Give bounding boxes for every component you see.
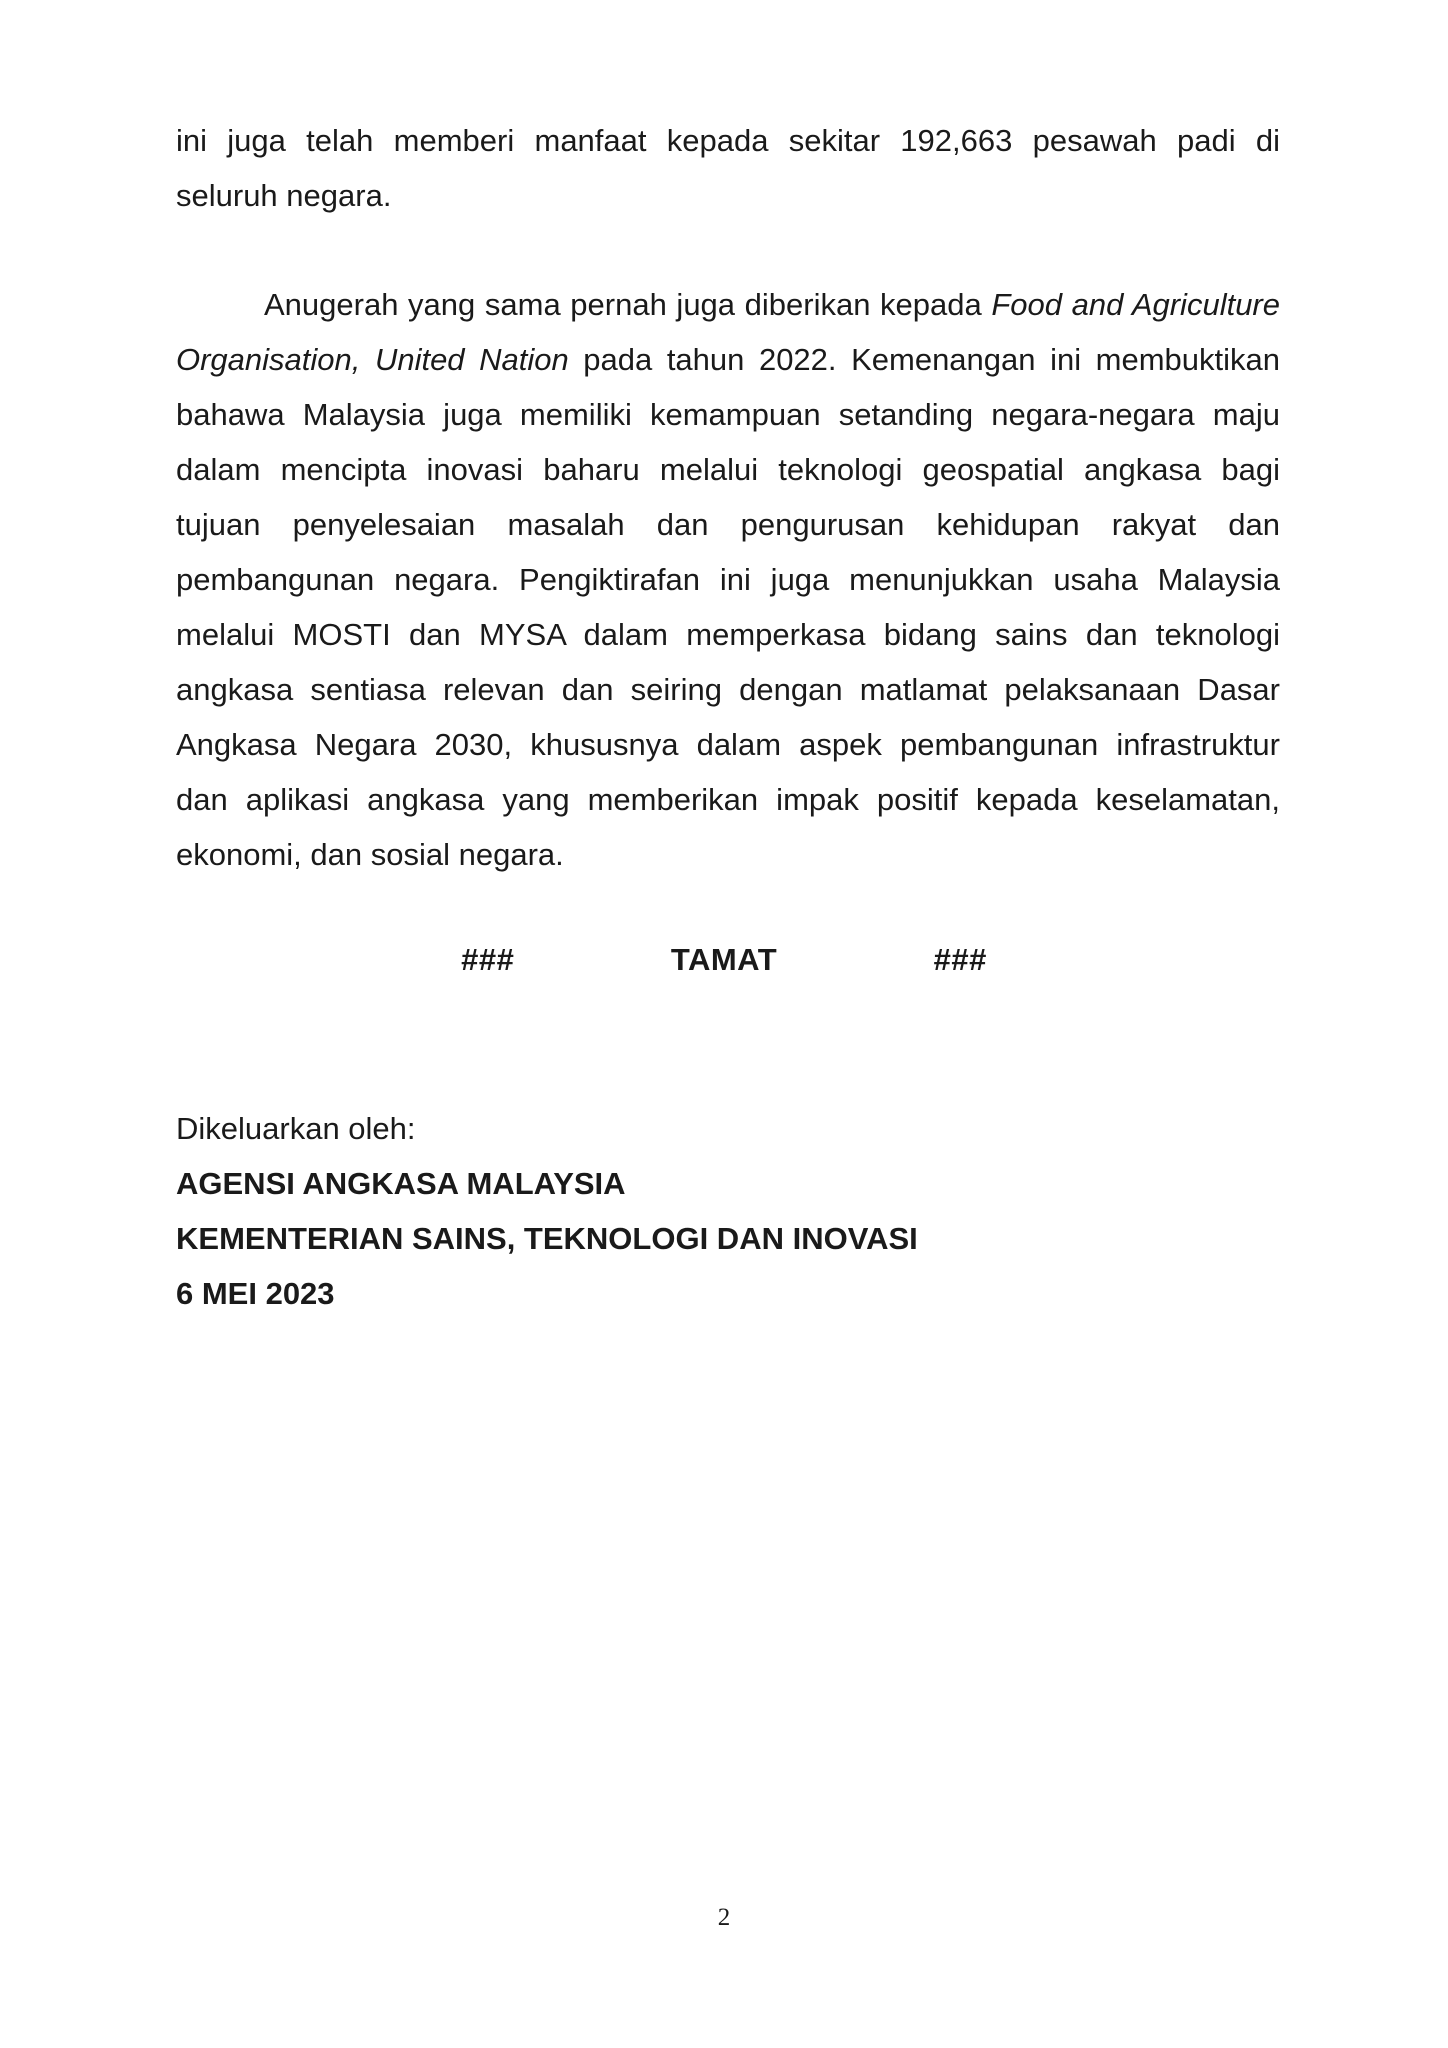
paragraph-2 (176, 277, 1280, 882)
paragraph-2-line-3: bahawa Malaysia juga memiliki kemampuan setanding negara-negara maju (176, 397, 1280, 432)
page-number: 2 (717, 1904, 731, 1931)
paragraph-1-line-2: seluruh negara. (176, 178, 392, 213)
paragraph-2-italic-org-name-part-1: Food and Agriculture (991, 287, 1280, 322)
paragraph-2-line-6: pembangunan negara. Pengiktirafan ini juga menunjukkan usaha Malaysia (176, 562, 1280, 597)
issue-date: 6 MEI 2023 (176, 1276, 335, 1311)
paragraph-2-line-2-text: pada tahun 2022. Kemenangan ini membuktikan (568, 342, 1280, 377)
paragraph-2-line-2 (176, 332, 1280, 387)
paragraph-2-italic-org-name-part-2: Organisation, United Nation (176, 342, 569, 377)
paragraph-2-line-9: Angkasa Negara 2030, khususnya dalam aspek pembangunan infrastruktur (176, 727, 1280, 762)
issuer-agency: AGENSI ANGKASA MALAYSIA (176, 1166, 626, 1201)
paragraph-2-line-8: angkasa sentiasa relevan dan seiring dengan matlamat pelaksanaan Dasar (176, 672, 1280, 707)
issuer-ministry: KEMENTERIAN SAINS, TEKNOLOGI DAN INOVASI (176, 1221, 918, 1256)
paragraph-1-line-1: ini juga telah memberi manfaat kepada sekitar 192,663 pesawah padi di (176, 123, 1280, 158)
paragraph-2-line-10: dan aplikasi angkasa yang memberikan impak positif kepada keselamatan, (176, 782, 1280, 817)
issuer-block (176, 1101, 918, 1321)
end-marker: ### TAMAT ### (461, 942, 987, 977)
paragraph-1 (176, 113, 1280, 223)
paragraph-2-line-5: tujuan penyelesaian masalah dan pengurusan kehidupan rakyat dan (176, 507, 1280, 542)
paragraph-2-line-4: dalam mencipta inovasi baharu melalui teknologi geospatial angkasa bagi (176, 452, 1280, 487)
paragraph-2-line-7: melalui MOSTI dan MYSA dalam memperkasa bidang sains dan teknologi (176, 617, 1280, 652)
paragraph-2-line-1-text: Anugerah yang sama pernah juga diberikan kepada (264, 287, 992, 322)
issued-by-label: Dikeluarkan oleh: (176, 1111, 416, 1146)
paragraph-2-line-1 (176, 277, 1280, 332)
paragraph-2-line-11: ekonomi, dan sosial negara. (176, 837, 564, 872)
